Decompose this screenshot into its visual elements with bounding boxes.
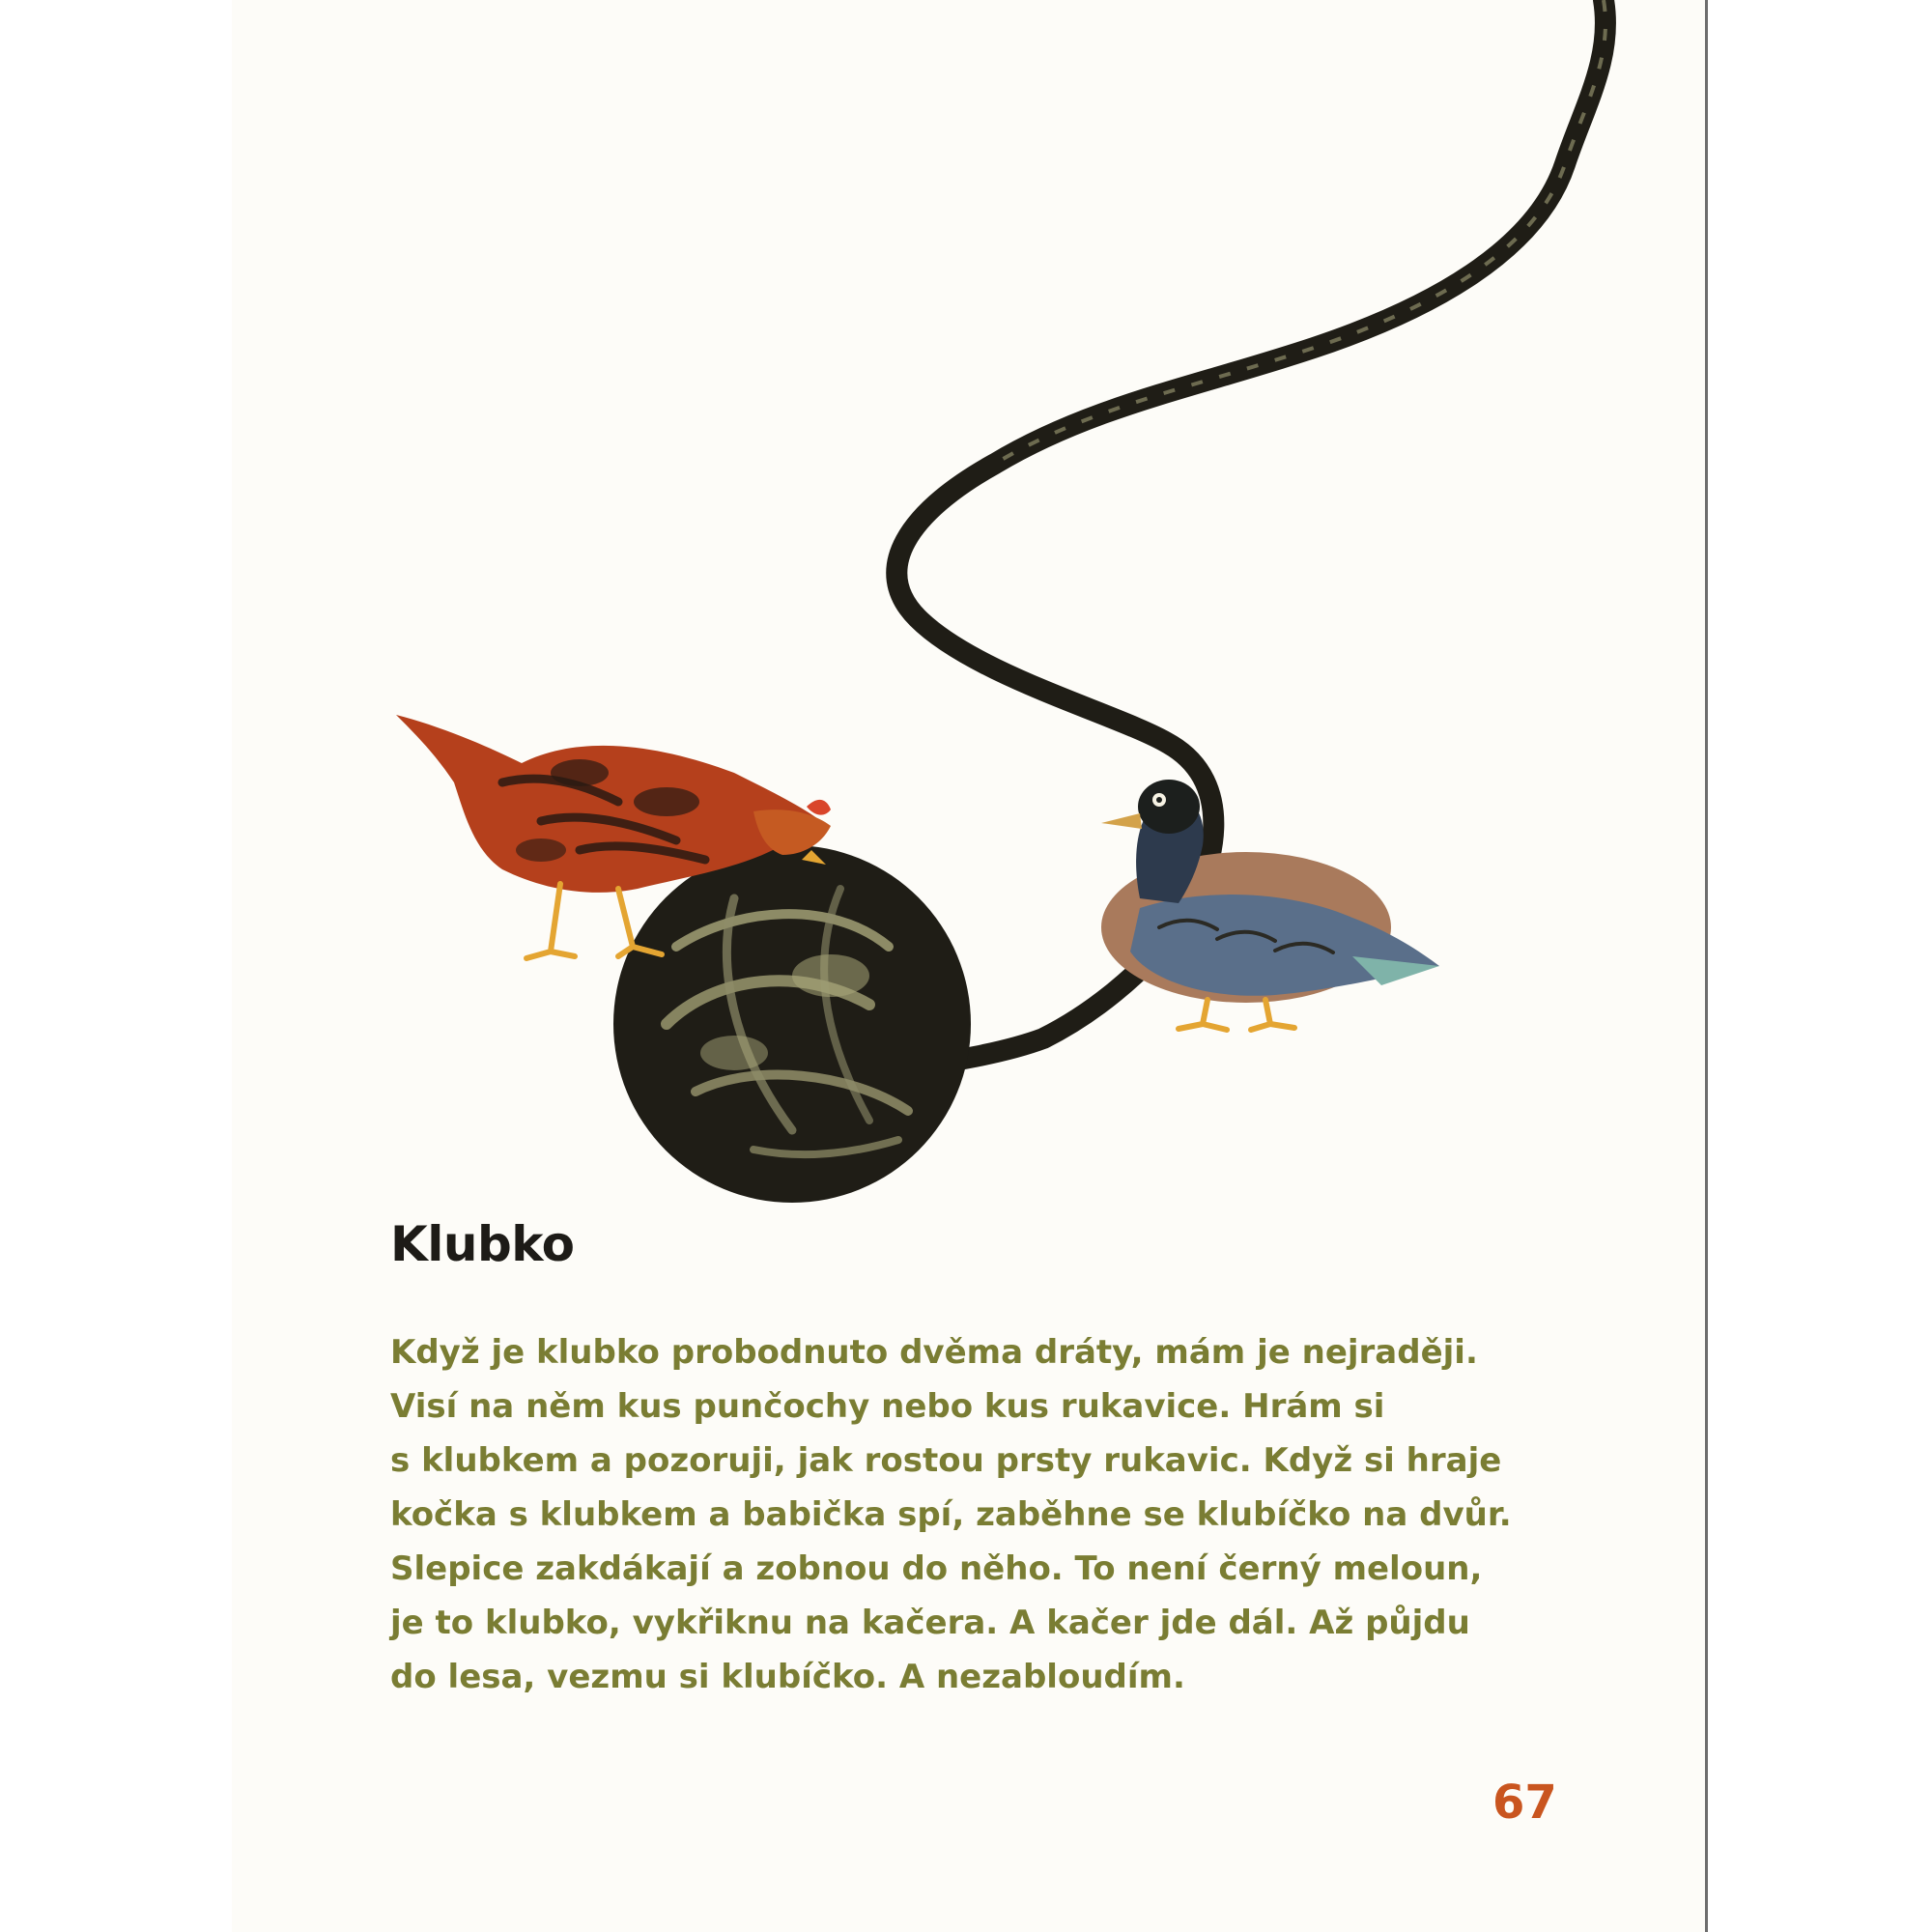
yarn-ball-icon (613, 845, 971, 1203)
paragraph-line: do lesa, vezmu si klubíčko. A nezabloudím. (390, 1658, 1185, 1696)
page-number: 67 (1492, 1776, 1557, 1830)
paragraph-line: kočka s klubkem a babička spí, zaběhne se klubíčko na dvůr. (390, 1495, 1512, 1534)
paragraph-line: Visí na něm kus punčochy nebo kus rukavice. Hrám si (390, 1387, 1385, 1426)
page-title: Klubko (390, 1216, 575, 1272)
paragraph-line: Slepice zakdákají a zobnou do něho. To není černý meloun, (390, 1549, 1483, 1588)
paragraph-line: Když je klubko probodnuto dvěma dráty, mám je nejraději. (390, 1333, 1478, 1372)
duck-icon (1101, 780, 1439, 1030)
paragraph-line: s klubkem a pozoruji, jak rostou prsty rukavic. Když si hraje (390, 1441, 1502, 1480)
paragraph-line: je to klubko, vykřiknu na kačera. A kačer jde dál. Až půjdu (390, 1604, 1470, 1642)
body-paragraph (390, 1325, 1569, 1704)
